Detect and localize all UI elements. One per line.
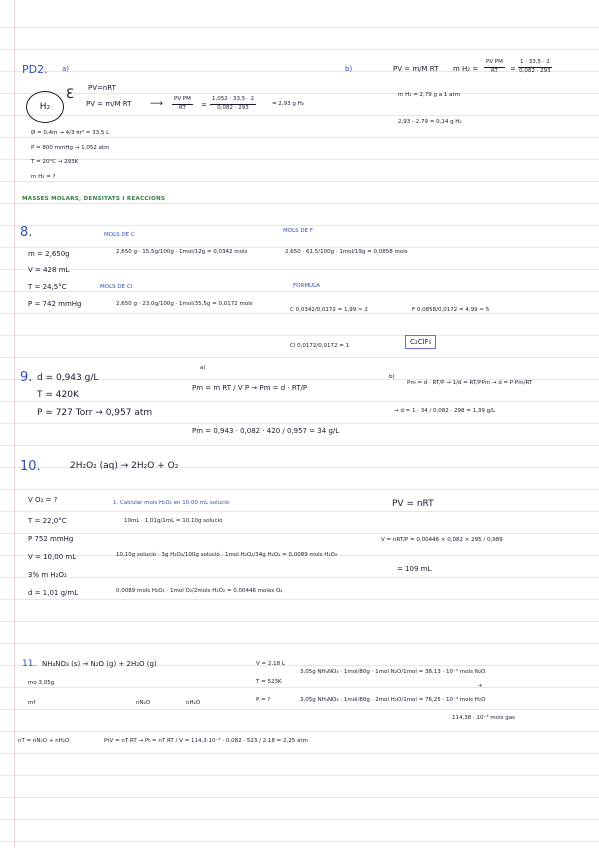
ex11-number: 11. — [22, 659, 37, 669]
ex11-mf: mf — [28, 700, 36, 706]
ex8-c-ratio: C 0,0342/0,0172 = 1,99 ≈ 2 — [290, 307, 368, 313]
pd2-b-calc — [518, 60, 552, 74]
pd2-b-diff: 2,93 - 2,79 = 0,14 g H₂ — [398, 119, 462, 125]
pd2-b-frac — [484, 60, 505, 74]
pd2-eq-top: PV=nRT — [88, 84, 116, 92]
pd2-mass-frac — [172, 97, 193, 111]
ex8-formula: C₂ClF₅ — [410, 338, 432, 346]
ex11-nh2o: nH₂O — [186, 700, 201, 706]
brace-icon: ℇ — [66, 87, 74, 102]
pd2-b-calc-num: 1 · 33,5 · 2 — [518, 60, 552, 68]
ex10-s3: 0,0089 mols H₂O₂ · 1mol O₂/2mols H₂O₂ = 0,00446 moles O₂ — [116, 588, 283, 594]
ex8-c-calc: 2,650 g · 15,5g/100g · 1mol/12g = 0,0342 mols — [116, 249, 248, 255]
ex8-mols-c-label: MOLS DE C — [104, 232, 135, 238]
ex9-a-calc: Pm = 0,943 · 0,082 · 420 / 0,957 = 34 g/L — [192, 427, 340, 435]
ex11-c2: 3,05g NH₄NO₃ · 1mol/80g · 2mol H₂O/1mol = 76,25 · 10⁻³ mols H₂O — [300, 697, 486, 703]
ex9-t: T = 420K — [37, 390, 79, 400]
ex9-d: d = 0,943 g/L — [37, 373, 99, 383]
pd2-b-result: m H₂ = 2,79 g a 1 atm — [398, 92, 461, 98]
ex10-s1: 10mL · 1,01g/1mL = 10,10g solució — [124, 518, 223, 524]
ex9-a-eq: Pm = m RT / V P → Pm = d · RT/P — [192, 384, 308, 392]
section-title: MASSES MOLARS, DENSITATS I REACCIONS — [22, 196, 166, 202]
h2-circle-label: H₂ — [39, 102, 51, 112]
ex10-d: d = 1,01 g/mL — [28, 589, 79, 597]
pd2-b-frac-den: RT — [491, 67, 498, 74]
ex8-m: m = 2,650g — [28, 250, 70, 258]
pd2-b-mass: m H₂ = — [453, 65, 479, 73]
pd2-temp: T = 20°C → 293K — [31, 159, 79, 165]
pd2-part-a: a) — [62, 65, 70, 73]
arrow-icon: ⟶ — [150, 99, 163, 109]
pd2-eq-rearr: PV = m/M RT — [86, 100, 132, 108]
margin-line — [14, 0, 15, 848]
pd2-b-calc-den: 0,082 · 293 — [519, 67, 551, 74]
ex10-s2: 10,10g solució · 3g H₂O₂/100g solució · 1mol H₂O₂/34g H₂O₂ = 0,0089 mols H₂O₂ — [116, 552, 338, 558]
pd2-pressure: P = 800 mmHg → 1,052 atm — [31, 145, 110, 151]
pd2-phi: Ø = 0,4m → 4/3 πr³ = 33,5 L — [31, 130, 110, 136]
pd2-mass-result: = 2,93 g H₂ — [272, 101, 304, 107]
ex10-t: T = 22,0°C — [28, 517, 67, 525]
pd2-mass-num: PV PM — [172, 97, 193, 105]
pd2-calc-num: 1,052 · 33,5 · 2 — [210, 97, 256, 105]
pd2-mass-unknown: m H₂ = ? — [31, 174, 56, 180]
ex9-b-eq: Pm = d · RT/P → 1/d = RT/PPm → d = P·Pm/RT — [407, 380, 533, 386]
ex9-part-b: b) — [389, 374, 395, 380]
ex9-part-a: a) — [200, 365, 206, 371]
ex10-number: 10. — [20, 459, 41, 474]
h2-circle — [26, 91, 64, 123]
ex11-c1: 3,05g NH₄NO₃ · 1mol/80g · 1mol N₂O/1mol = 38,13 · 10⁻³ mols N₂O — [300, 669, 486, 675]
ex10-step-title: 1. Calcular mols H₂O₂ en 10,00 mL solució — [113, 500, 230, 506]
pd2-b-eq: PV = m/M RT — [393, 65, 439, 73]
ex9-b-calc: → d = 1 · 34 / 0,082 · 298 = 1,39 g/L — [394, 408, 496, 414]
pd2-b-frac-num: PV PM — [484, 60, 505, 68]
ex8-number: 8. — [20, 225, 33, 240]
ex11-plus: + — [478, 683, 483, 689]
ex9-number: 9. — [20, 370, 33, 385]
ex8-mols-cl-label: MOLS DE Cl — [100, 284, 133, 290]
ex11-final-lhs: nT = nN₂O + nH₂O — [18, 738, 70, 744]
ex10-vo2: V O₂ = ? — [28, 496, 58, 504]
ex11-p: P = ? — [256, 697, 271, 703]
ex10-pv: PV = nRT — [392, 499, 434, 509]
pd2-mass-den: RT — [179, 104, 186, 111]
ex11-sum: 114,38 · 10⁻³ mols gas — [452, 715, 515, 721]
ex8-f-ratio: F 0,0858/0,0172 = 4,99 ≈ 5 — [412, 307, 490, 313]
ex9-p: P = 727 Torr → 0,957 atm — [37, 408, 153, 418]
ex11-reaction: NH₄NO₃ (s) → N₂O (g) + 2H₂O (g) — [42, 660, 157, 668]
ex11-n2o: nN₂O — [136, 700, 151, 706]
ex8-mols-f-label: MOLS DE F — [283, 228, 314, 234]
ex10-pct: 3% m H₂O₂ — [28, 571, 67, 579]
ex11-t: T = 523K — [256, 679, 282, 685]
ex8-f-calc: 2,650 · 61,5/100g · 1mol/19g = 0,0858 mols — [285, 249, 408, 255]
ex11-v: V = 2,18 L — [256, 661, 285, 667]
ex10-p: P 752 mmHg — [28, 535, 74, 543]
ex11-final-eq: PtV = nT RT → Pt = nT RT / V = 114,3·10⁻³ · 0,082 · 523 / 2,18 = 2,25 atm — [104, 738, 308, 744]
ex8-t: T = 24,5°C — [28, 283, 67, 291]
ex8-formula-label: FORMULA — [293, 283, 321, 289]
pd2-calc-den: 0,082 · 293 — [217, 104, 249, 111]
ex8-formula-box — [405, 335, 436, 349]
ex8-cl-calc: 2,650 g · 23,0g/100g · 1mol/35,5g = 0,0172 mols — [116, 301, 253, 307]
ex8-v: V = 428 mL — [28, 266, 70, 274]
pd2-part-b: b) — [345, 65, 353, 73]
ex10-v-result: = 109 mL — [397, 565, 432, 573]
ex10-reaction: 2H₂O₂ (aq) → 2H₂O + O₂ — [70, 461, 179, 471]
ex8-cl-ratio: Cl 0,0172/0,0172 = 1 — [290, 343, 350, 349]
pd2-calc-frac — [210, 97, 256, 111]
notebook-page: PD2. a) b) H₂ ℇ PV=nRT PV = m/M RT ⟶ $\frac{\text{PV PM}}{RT}$ = $\frac{1,052 \cdot 33,5 \cdot 2}{0,082 \cdot 293}$ = 2,93 g H₂ Ø = 0,4m → 4/3 πr³ = 33,5 L P = 800 mmHg → 1,052 atm T = 20°C → 293K m H₂ = ? PV = m/M RT m H₂ = $\frac{\text{PV PM}}{RT}$ = $\frac{1 \cdot 33,5 \cdot 2}{0,082 \cdot 293}$ m H₂ = 2,79 g a 1 atm 2,93 - 2,79 = 0,14 g H₂ MASSES MOLARS, DENSITATS I REACCIONS 8. m = 2,650g V = 428 mL T = 24,5°C P = 742 mmHg MOLS DE C MOLS DE F MOLS DE Cl FORMULA 2,650 g · 15,5g/100g · 1mol/12g = 0,0342 mols 2,650 · 61,5/100g · 1mol/19g = 0,0858 mols 2,650 g · 23,0g/100g · 1mol/35,5g = 0,0172 mols C 0,0342/0,0172 = 1,99 ≈ 2 F 0,0858/0,0172 = 4,99 ≈ 5 Cl 0,0172/0,0172 = 1 C₂ClF₅ 9. d = 0,943 g/L T = 420K P = 727 Torr → 0,957 atm a) Pm = m RT / V P → Pm = d · RT/P Pm = 0,943 · 0,082 · 420 / 0,957 = 34 g/L b) Pm = d · RT/P → 1/d = RT/PPm → d = P·Pm/RT → d = 1 · 34 / 0,082 · 298 = 1,39 g/L 10. 2H₂O₂ (aq) → 2H₂O + O₂ V O₂ = ? T = 22,0°C P 752 mmHg V = 10,00 mL 3% m H₂O₂ d = 1,01 g/mL 1. Calcular mols H₂O₂ en 10,00 mL solució 10mL · 1,01g/1mL = 10,10g solució 10,10g solució · 3g H₂O₂/100g solució · 1mol H₂O₂/34g H₂O₂ = 0,0089 mols H₂O₂ 0,0089 mols H₂O₂ · 1mol O₂/2mols H₂O₂ = 0,00446 moles O₂ PV = nRT V = nRT/P = 0,00446 × 0,082 × 295 / 0,989 = 109 mL 11. NH₄NO₃ (s) → N₂O (g) + 2H₂O (g) mo 3,05g mf nN₂O nH₂O V = 2,18 L T = 523K P = ? 3,05g NH₄NO₃ · 1mol/80g · 1mol N₂O/1mol = 38,13 · 10⁻³ mols N₂O + 3,05g NH₄NO₃ · 1mol/80g · 2mol H₂O/1mol = 76,25 · 10⁻³ mols H₂O 114,38 · 10⁻³ mols gas nT = nN₂O + nH₂O PtV = nT RT → Pt = nT RT / V = 114,3·10⁻³ · 0,082 · 523 / 2,18 = 2,25 atm — [0, 0, 599, 848]
ex10-v: V = 10,00 mL — [28, 553, 77, 561]
ex8-p: P = 742 mmHg — [28, 300, 82, 308]
ex11-mo: mo 3,05g — [28, 680, 55, 686]
ex10-v-calc: V = nRT/P = 0,00446 × 0,082 × 295 / 0,989 — [381, 537, 503, 543]
pd2-heading: PD2. — [22, 63, 48, 76]
